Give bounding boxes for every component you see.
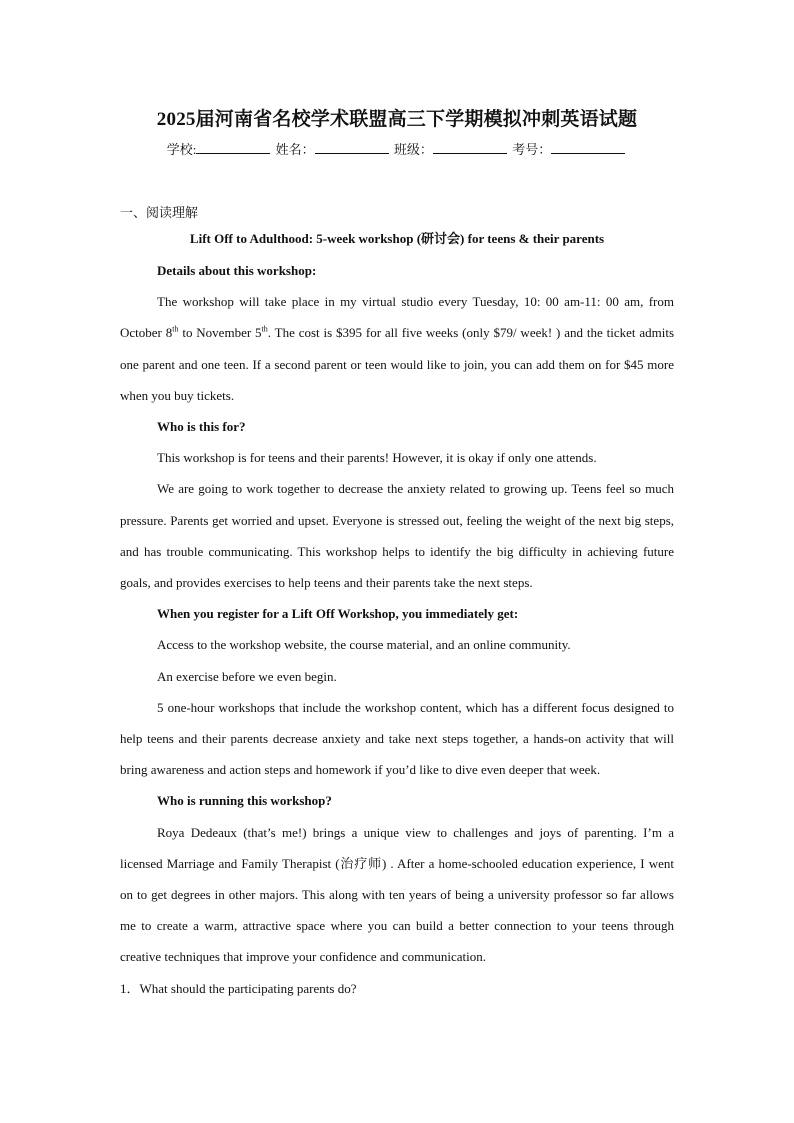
paragraph-exercise: An exercise before we even begin. — [157, 668, 337, 684]
details-text-c: . The cost is $395 for all five weeks (only $79/ week! ) and the ticket admits one parent and one teen. If a second parent or teen would like to join, you can add them on for $45 more when you buy tickets. — [120, 325, 674, 403]
name-blank[interactable] — [315, 141, 389, 154]
paragraph-goals: We are going to work together to decrease the anxiety related to growing up. Teens feel so much pressure. Parents get worried and upset. Everyone is stressed out, feeling the weight of the next big steps, and has trouble communicating. This workshop helps to identify the big difficulty in achieving future goals, and provides exercises to help teens and their parents take the next steps. — [120, 481, 674, 591]
details-text-b: to November 5 — [178, 325, 262, 341]
details-text-a: The workshop will take place in my virtual studio every Tuesday, 10: 00 am-11: 00 am, from October 8 — [120, 294, 674, 341]
paragraph-access: Access to the workshop website, the course material, and an online community. — [157, 637, 571, 653]
school-label: 学校: — [166, 142, 197, 157]
superscript-th-2: th — [261, 325, 268, 335]
paragraph-who-for: This workshop is for teens and their parents! However, it is okay if only one attends. — [157, 450, 597, 466]
paragraph-about-host: Roya Dedeaux (that’s me!) brings a unique view to challenges and joys of parenting. I’m a licensed Marriage and Family Therapist (治疗师) . After a home-schooled education experience, I went on to get degrees in other majors. This along with ten years of being a university professor so far allows me to create a warm, attractive space where you can build a better connection to your teens through creative techniques that improve your confidence and communication. — [120, 824, 674, 965]
student-info-line — [0, 139, 794, 158]
class-blank[interactable] — [433, 141, 507, 154]
school-blank[interactable] — [196, 141, 270, 154]
question-1: 1．What should the participating parents do? — [120, 980, 357, 996]
heading-who-for: Who is this for? — [157, 419, 246, 435]
section-heading: 一、阅读理解 — [120, 205, 199, 220]
paragraph-details — [120, 286, 674, 411]
class-label: 班级： — [393, 142, 433, 157]
exam-no-blank[interactable] — [551, 141, 625, 154]
exam-title: 2025届河南省名校学术联盟高三下学期模拟冲刺英语试题 — [156, 109, 638, 130]
heading-details: Details about this workshop: — [157, 263, 317, 278]
heading-who-running: Who is running this workshop? — [157, 793, 332, 809]
passage-title: Lift Off to Adulthood: 5-week workshop (研讨会) for teens & their parents — [189, 231, 605, 246]
name-label: 姓名： — [275, 142, 315, 157]
passage-body — [120, 255, 674, 1004]
exam-no-label: 考号： — [512, 142, 552, 157]
superscript-th-1: th — [172, 325, 179, 335]
paragraph-workshops: 5 one-hour workshops that include the workshop content, which has a different focus designed to help teens and their parents decrease anxiety and take next steps together, a hands-on activity that will bring awareness and action steps and homework if you’d like to dive even deeper that week. — [120, 699, 674, 778]
heading-register: When you register for a Lift Off Workshop, you immediately get: — [157, 606, 519, 622]
